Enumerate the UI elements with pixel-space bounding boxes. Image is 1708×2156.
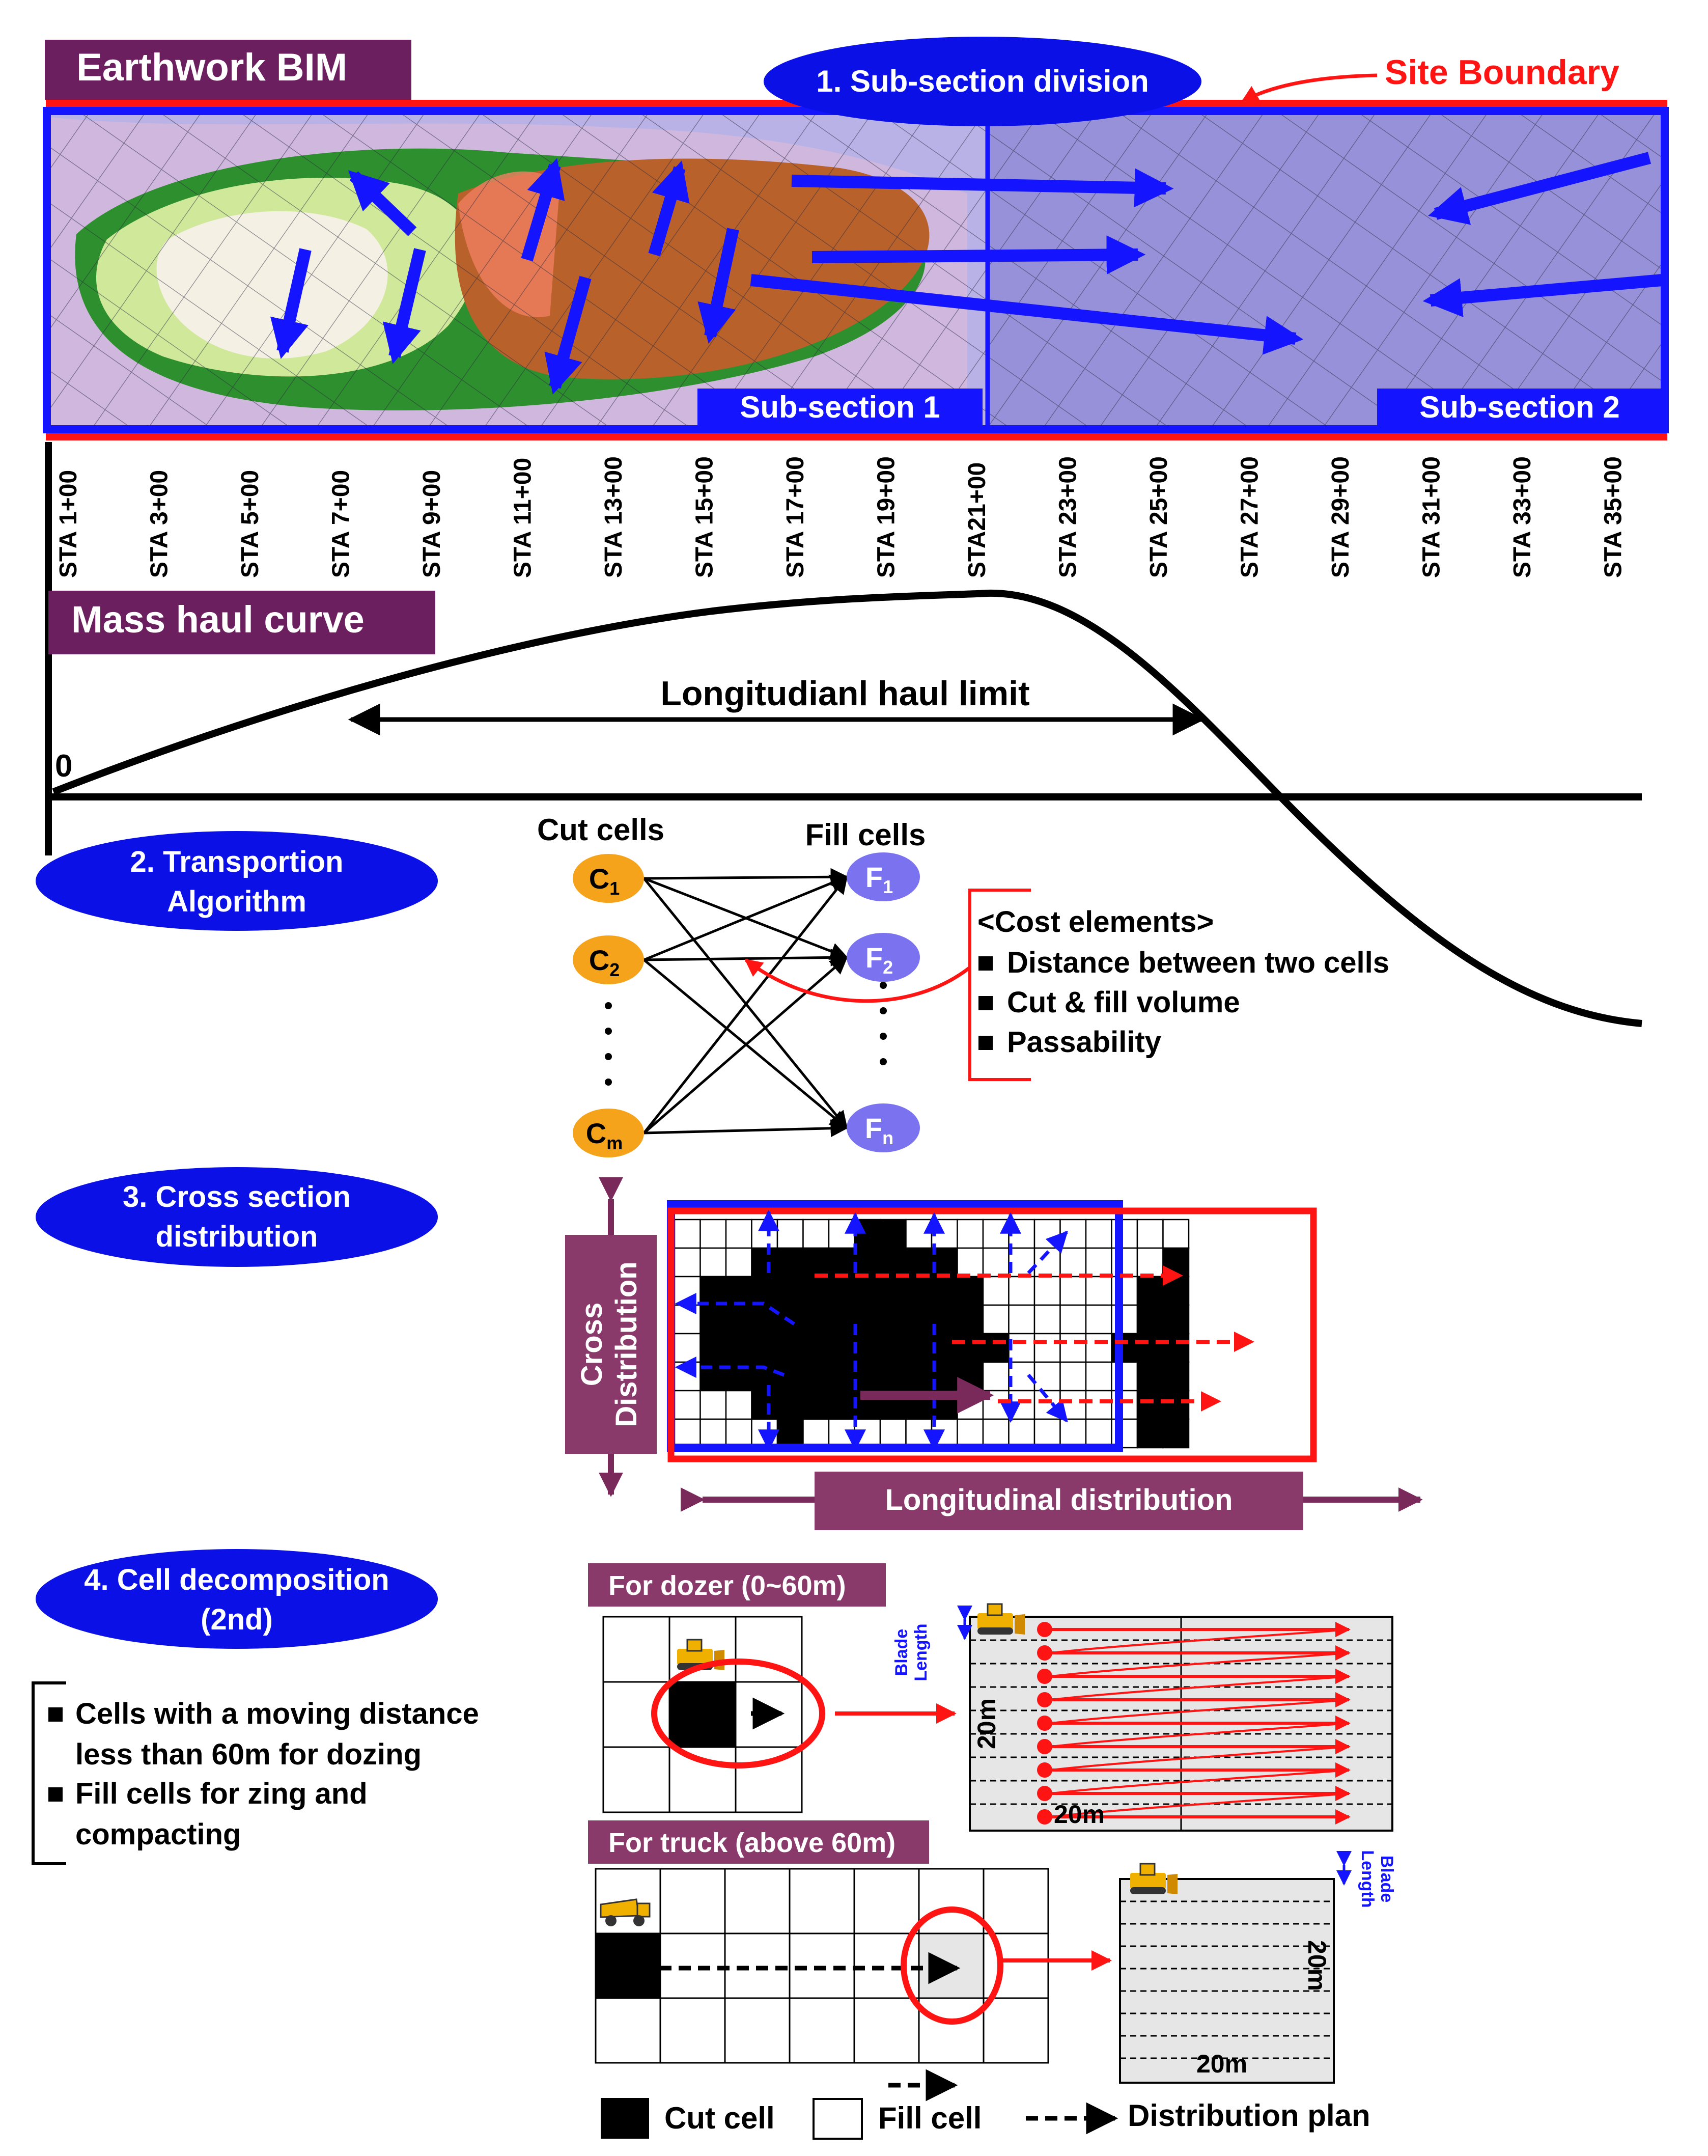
fill-cell xyxy=(984,1998,1048,2063)
fill-cell xyxy=(983,1419,1009,1448)
fill-cell xyxy=(660,1869,725,1933)
cut-cell xyxy=(1137,1305,1163,1334)
fill-cell xyxy=(983,1277,1009,1305)
fill-cell xyxy=(1137,1220,1163,1248)
dozer-20m-vertical xyxy=(972,1698,1001,1749)
cut-cell xyxy=(880,1334,906,1362)
subsection1-label: Sub-section 1 xyxy=(740,390,940,424)
cut-cell-node-label: $C_2$ xyxy=(589,944,620,980)
fill-cell xyxy=(1163,1220,1189,1248)
fill-cell xyxy=(958,1220,984,1248)
dozer-start-point xyxy=(1037,1786,1052,1801)
transport-edge xyxy=(644,1128,847,1133)
station-label: STA 23+00 xyxy=(1054,456,1082,578)
cut-cell xyxy=(855,1248,881,1277)
fill-cell xyxy=(675,1277,701,1305)
fill-cell xyxy=(1034,1419,1060,1448)
station-axis xyxy=(55,456,1627,578)
fill-cell xyxy=(1086,1305,1112,1334)
cut-cell xyxy=(880,1248,906,1277)
longitudinal-distribution-label: Longitudinal distribution xyxy=(885,1483,1233,1516)
fill-cell xyxy=(701,1391,726,1419)
cut-cell xyxy=(803,1248,829,1277)
bullet-text: Cells with a moving distance xyxy=(75,1697,479,1730)
fill-cell xyxy=(1060,1248,1086,1277)
site-boundary-pointer xyxy=(1242,75,1377,102)
cut-cell xyxy=(855,1277,881,1305)
fill-cell xyxy=(1086,1391,1112,1419)
station-label-group xyxy=(510,458,537,578)
cut-cell xyxy=(1163,1391,1189,1419)
fill-cell xyxy=(919,1869,984,1933)
cut-cell-node-label: $C_1$ xyxy=(589,863,620,899)
station-label-group xyxy=(691,456,718,578)
fill-cell xyxy=(1086,1248,1112,1277)
fill-cell xyxy=(803,1419,829,1448)
station-label: STA 35+00 xyxy=(1600,456,1627,578)
fill-cell-node-label: $F_1$ xyxy=(865,861,893,897)
cut-cell xyxy=(726,1334,752,1362)
cut-cell xyxy=(1163,1277,1189,1305)
cut-cell xyxy=(855,1305,881,1334)
cross-section-grid xyxy=(675,1220,1189,1448)
station-label: STA 11+00 xyxy=(509,457,537,578)
cut-cell xyxy=(701,1277,726,1305)
dozer-20m-horizontal: 20m xyxy=(1053,1800,1105,1829)
step4-label-line1: 4. Cell decomposition xyxy=(84,1563,389,1596)
cut-cell xyxy=(880,1305,906,1334)
station-label: STA 13+00 xyxy=(600,456,627,578)
fill-cell xyxy=(603,1747,669,1812)
mass-haul-title: Mass haul curve xyxy=(71,598,365,641)
fill-cell xyxy=(855,1419,881,1448)
cut-cell xyxy=(958,1305,984,1334)
dim-20m: 20m xyxy=(1303,1940,1331,1992)
fill-cell xyxy=(1034,1305,1060,1334)
station-label-group xyxy=(1237,456,1264,578)
cut-cell xyxy=(777,1334,803,1362)
legend-cut-swatch xyxy=(601,2098,649,2139)
cut-cell xyxy=(880,1220,906,1248)
fill-cell xyxy=(983,1362,1009,1391)
cut-cell xyxy=(752,1277,778,1305)
mass-haul-zero: 0 xyxy=(55,749,73,784)
fill-cell xyxy=(1034,1334,1060,1362)
fill-cell xyxy=(958,1248,984,1277)
fill-cell xyxy=(1086,1334,1112,1362)
fill-cells-header: Fill cells xyxy=(805,818,926,852)
fill-cell xyxy=(1060,1277,1086,1305)
station-label: STA 27+00 xyxy=(1236,456,1264,578)
node-ellipsis xyxy=(605,982,887,1086)
fill-cell xyxy=(854,1998,919,2063)
blade-length-label-truck xyxy=(1358,1850,1396,1908)
cut-cell xyxy=(880,1277,906,1305)
station-label: STA 17+00 xyxy=(782,456,809,578)
step3-label-line2: distribution xyxy=(155,1220,318,1253)
fill-cell xyxy=(1009,1419,1035,1448)
dozer-start-point xyxy=(1037,1739,1052,1754)
fill-cell xyxy=(906,1419,932,1448)
cut-cell xyxy=(906,1277,932,1305)
fill-cell xyxy=(983,1305,1009,1334)
cut-cell xyxy=(906,1334,932,1362)
legend-fill-swatch xyxy=(814,2099,862,2139)
fill-cell xyxy=(906,1220,932,1248)
blade-label-line1: Blade xyxy=(892,1628,911,1676)
fill-cell-node-label: $F_n$ xyxy=(864,1112,894,1148)
cut-cell xyxy=(1163,1362,1189,1391)
cut-cell xyxy=(906,1362,932,1391)
cut-cell xyxy=(669,1682,736,1747)
station-label-group xyxy=(1055,456,1082,578)
station-label: STA 3+00 xyxy=(146,469,173,578)
fill-cell xyxy=(726,1248,752,1277)
cut-cell xyxy=(1163,1305,1189,1334)
cut-cell xyxy=(829,1305,855,1334)
fill-cell xyxy=(725,1998,790,2063)
fill-cell xyxy=(1009,1277,1035,1305)
fill-cell xyxy=(726,1419,752,1448)
dozer-start-point xyxy=(1037,1692,1052,1707)
station-label-group xyxy=(782,456,809,578)
fill-cell xyxy=(1086,1419,1112,1448)
station-label: STA 19+00 xyxy=(873,456,900,578)
fill-cell xyxy=(1034,1362,1060,1391)
cut-cell xyxy=(829,1277,855,1305)
fill-cell-node-label: $F_2$ xyxy=(865,942,893,978)
cut-cell xyxy=(726,1277,752,1305)
station-label-group xyxy=(1600,456,1627,578)
station-label-group xyxy=(237,470,264,578)
bipartite-edges xyxy=(644,877,847,1133)
fill-cell xyxy=(1060,1362,1086,1391)
cut-cell xyxy=(958,1277,984,1305)
truck-20m-horizontal: 20m xyxy=(1196,2050,1248,2078)
fill-cell xyxy=(752,1419,778,1448)
fill-cell xyxy=(596,1998,660,2063)
cost-item: Distance between two cells xyxy=(1007,946,1390,979)
legend-plan-label: Distribution plan xyxy=(1128,2098,1370,2133)
station-label: STA 31+00 xyxy=(1418,456,1445,578)
fill-cell xyxy=(777,1220,803,1248)
cut-cell xyxy=(1137,1334,1163,1362)
fill-cell xyxy=(880,1419,906,1448)
fill-cell xyxy=(984,1869,1048,1933)
haul-limit-label: Longitudianl haul limit xyxy=(660,674,1030,713)
site-boundary-label: Site Boundary xyxy=(1385,53,1619,92)
cut-cell xyxy=(932,1277,958,1305)
cost-list xyxy=(978,946,1389,1059)
fill-cell xyxy=(1009,1305,1035,1334)
fill-cell xyxy=(675,1334,701,1362)
station-label-group xyxy=(600,456,627,578)
cut-cell xyxy=(983,1334,1009,1362)
fill-cell xyxy=(675,1305,701,1334)
fill-cell xyxy=(983,1220,1009,1248)
cut-cell xyxy=(880,1362,906,1391)
fill-cell xyxy=(1060,1334,1086,1362)
cut-cell xyxy=(829,1362,855,1391)
cut-cell xyxy=(777,1391,803,1419)
fill-cell xyxy=(790,1998,854,2063)
fill-cell xyxy=(919,1998,984,2063)
step3-label-line1: 3. Cross section xyxy=(122,1180,351,1213)
cut-cell xyxy=(855,1220,881,1248)
fill-cell xyxy=(669,1747,736,1812)
fill-cell xyxy=(752,1220,778,1248)
blade-label-line1: Blade xyxy=(1377,1855,1396,1903)
blade-label-line2: Length xyxy=(1358,1850,1377,1908)
bim-mesh xyxy=(48,111,1662,429)
legend-cut-label: Cut cell xyxy=(664,2101,775,2135)
station-label-group xyxy=(328,470,355,578)
cut-cell xyxy=(803,1334,829,1362)
fill-cell xyxy=(675,1248,701,1277)
cross-distribution-label-line2: Distribution xyxy=(610,1261,643,1427)
cut-cell xyxy=(777,1362,803,1391)
station-label-group xyxy=(55,470,82,578)
cut-cell xyxy=(701,1334,726,1362)
cut-cell xyxy=(777,1419,803,1448)
fill-cell xyxy=(1009,1334,1035,1362)
cost-item: Cut & fill volume xyxy=(1007,986,1240,1019)
station-label-group xyxy=(873,456,900,578)
cut-cell xyxy=(958,1362,984,1391)
dozer-label: For dozer (0~60m) xyxy=(608,1570,846,1601)
cut-cell xyxy=(1163,1248,1189,1277)
fill-cell xyxy=(675,1419,701,1448)
fill-cell xyxy=(675,1220,701,1248)
cut-cell xyxy=(701,1305,726,1334)
station-label-group xyxy=(418,470,445,578)
bullet-text: compacting xyxy=(75,1818,241,1851)
decomp-bullets xyxy=(48,1697,479,1851)
cut-cell xyxy=(1163,1419,1189,1448)
fill-cell xyxy=(1086,1220,1112,1248)
step2-label-line2: Algorithm xyxy=(167,885,306,918)
station-label: STA21+00 xyxy=(964,462,991,578)
transport-edge xyxy=(644,957,847,960)
fill-cell xyxy=(660,1998,725,2063)
cut-cell xyxy=(855,1362,881,1391)
dozer-start-point xyxy=(1037,1622,1052,1637)
fill-cell xyxy=(1086,1362,1112,1391)
cut-cell xyxy=(906,1248,932,1277)
fill-cell xyxy=(1137,1248,1163,1277)
fill-cell xyxy=(790,1869,854,1933)
cut-cell xyxy=(777,1277,803,1305)
fill-cell xyxy=(1086,1277,1112,1305)
fill-cell xyxy=(603,1617,669,1682)
fill-cell xyxy=(675,1391,701,1419)
blade-length-label-dozer xyxy=(892,1623,931,1681)
dozer-start-point xyxy=(1037,1669,1052,1684)
station-label: STA 29+00 xyxy=(1327,456,1354,578)
fill-cell xyxy=(983,1248,1009,1277)
bim-title: Earthwork BIM xyxy=(76,46,348,89)
blade-label-line2: Length xyxy=(911,1623,931,1681)
station-label-group xyxy=(146,470,173,578)
fill-cell xyxy=(1060,1419,1086,1448)
fill-cell xyxy=(701,1220,726,1248)
fill-cell xyxy=(1009,1220,1035,1248)
cost-item: Passability xyxy=(1007,1026,1162,1059)
station-label: STA 9+00 xyxy=(418,469,445,578)
fill-cell xyxy=(803,1220,829,1248)
cut-cell xyxy=(1137,1362,1163,1391)
cut-cell xyxy=(829,1334,855,1362)
haul-arrow xyxy=(812,255,1138,257)
fill-cell xyxy=(701,1419,726,1448)
cost-title: <Cost elements> xyxy=(977,905,1214,938)
cross-distribution-label-line1: Cross xyxy=(575,1302,608,1387)
cut-cell xyxy=(1137,1419,1163,1448)
station-label: STA 15+00 xyxy=(691,456,718,578)
station-label: STA 33+00 xyxy=(1509,456,1536,578)
cut-cell-node-label: $C_m$ xyxy=(585,1117,623,1153)
truck-label: For truck (above 60m) xyxy=(608,1828,896,1858)
cut-cells-header: Cut cells xyxy=(537,813,665,847)
cut-cell xyxy=(803,1305,829,1334)
cut-cell xyxy=(1163,1334,1189,1362)
transport-edge xyxy=(644,877,847,878)
fill-cell xyxy=(1009,1391,1035,1419)
subsection2-label: Sub-section 2 xyxy=(1419,390,1620,424)
truck-zoom-dozer-icon xyxy=(1130,1864,1178,1894)
station-label: STA 5+00 xyxy=(237,469,264,578)
cut-cell xyxy=(777,1248,803,1277)
bim-panel xyxy=(48,111,1662,429)
cut-cell xyxy=(803,1362,829,1391)
fill-cell xyxy=(726,1391,752,1419)
legend-fill-label: Fill cell xyxy=(878,2101,982,2135)
cut-cell xyxy=(596,1933,660,1998)
cut-cell xyxy=(752,1248,778,1277)
station-label: STA 7+00 xyxy=(327,469,355,578)
station-label: STA 25+00 xyxy=(1145,456,1172,578)
cut-cell xyxy=(726,1305,752,1334)
bullet-text: less than 60m for dozing xyxy=(75,1738,422,1771)
fill-cell xyxy=(829,1419,855,1448)
dozer-zoom-panel xyxy=(970,1617,1392,1831)
cut-cell xyxy=(803,1277,829,1305)
cut-cell xyxy=(1137,1277,1163,1305)
cut-cell xyxy=(906,1305,932,1334)
fill-cell xyxy=(854,1869,919,1933)
station-label: STA 1+00 xyxy=(55,469,82,578)
fill-cell xyxy=(736,1747,802,1812)
haul-arrow xyxy=(792,181,1166,188)
fill-cell xyxy=(725,1869,790,1933)
station-label-group xyxy=(1145,456,1172,578)
station-label-group xyxy=(964,462,991,578)
step1-label: 1. Sub-section division xyxy=(816,64,1149,98)
truck-20m-vertical xyxy=(1303,1940,1331,1991)
cut-cell xyxy=(752,1334,778,1362)
fill-cell xyxy=(1034,1277,1060,1305)
dozer-start-point xyxy=(1037,1645,1052,1661)
cut-cell xyxy=(803,1391,829,1419)
step2-label-line1: 2. Transportion xyxy=(130,845,344,878)
station-label-group xyxy=(1418,456,1445,578)
cut-cell xyxy=(958,1334,984,1362)
fill-cell xyxy=(958,1419,984,1448)
dim-20m: 20m xyxy=(972,1698,1001,1750)
station-label-group xyxy=(1509,456,1536,578)
fill-cell xyxy=(1060,1220,1086,1248)
fill-cell xyxy=(829,1220,855,1248)
dozer-zoom-icon xyxy=(977,1604,1025,1635)
station-label-group xyxy=(1327,456,1354,578)
dozer-start-point xyxy=(1037,1762,1052,1778)
fill-cell xyxy=(701,1248,726,1277)
dozer-start-point xyxy=(1037,1716,1052,1731)
cut-cell xyxy=(752,1391,778,1419)
dozer-start-point xyxy=(1037,1809,1052,1825)
cut-cell xyxy=(829,1391,855,1419)
cut-cell xyxy=(1137,1391,1163,1419)
fill-cell xyxy=(726,1220,752,1248)
cut-cell xyxy=(855,1334,881,1362)
cut-cell xyxy=(829,1248,855,1277)
fill-cell xyxy=(1060,1391,1086,1419)
fill-cell xyxy=(1060,1305,1086,1334)
bullet-text: Fill cells for zing and xyxy=(75,1777,368,1810)
step4-label-line2: (2nd) xyxy=(201,1603,273,1636)
